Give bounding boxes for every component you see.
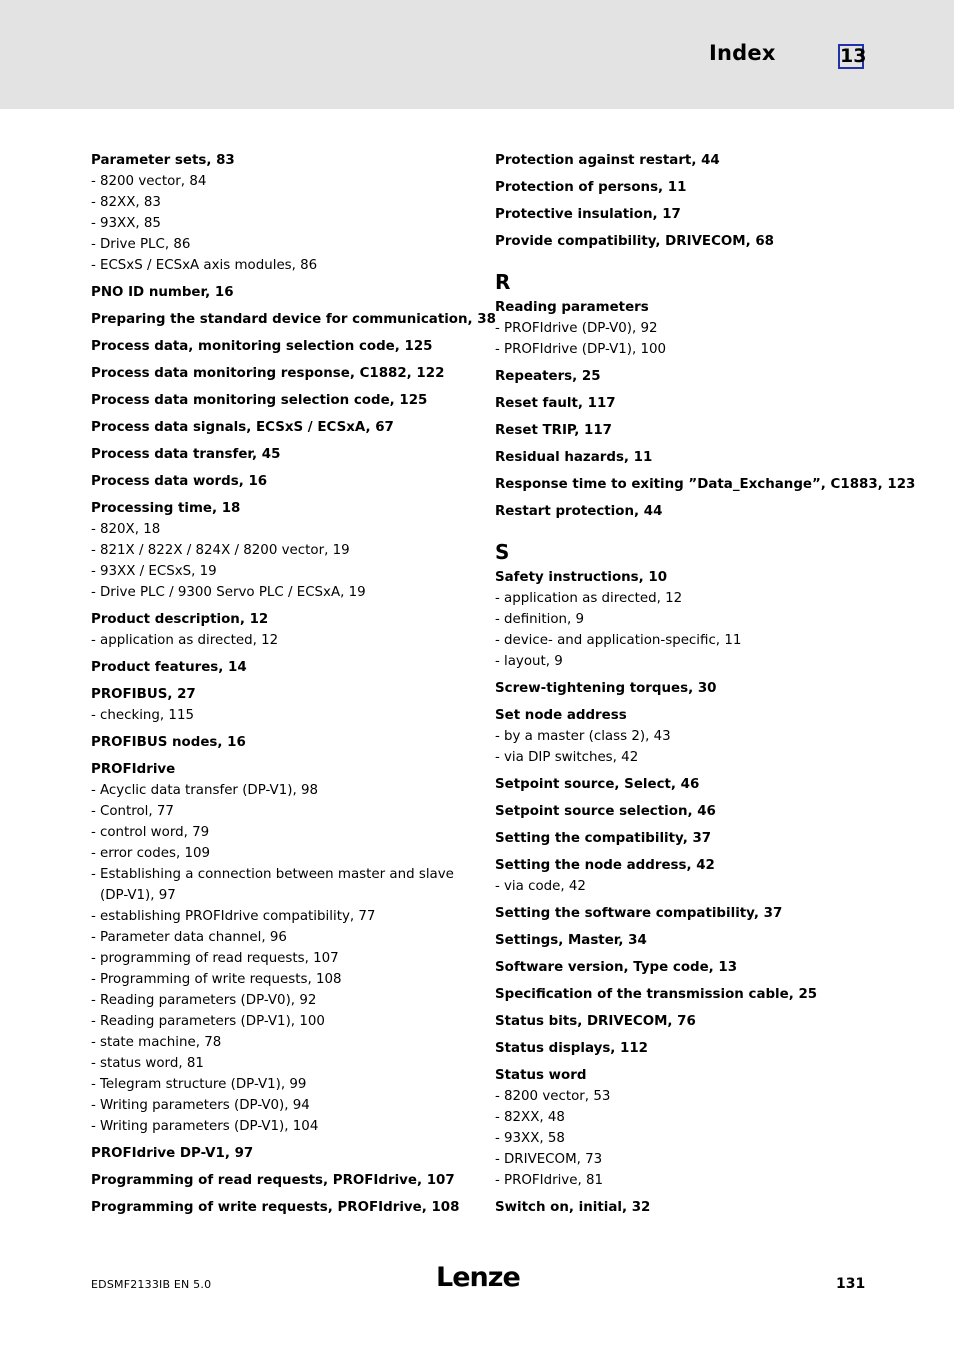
index-entry-heading[interactable]: Protection of persons, 11 (495, 180, 687, 195)
index-subentry[interactable]: - 82XX, 83 (91, 192, 471, 213)
index-entry (495, 1038, 865, 1059)
footer-document-id: EDSMF2133IB EN 5.0 (91, 1278, 212, 1291)
index-entry-heading[interactable]: Switch on, initial, 32 (495, 1200, 651, 1215)
index-entry (495, 957, 865, 978)
index-entry (495, 150, 865, 171)
index-entry (91, 336, 471, 357)
index-entry (495, 231, 865, 252)
index-entry-heading[interactable]: PROFIBUS nodes, 16 (91, 735, 246, 750)
index-entry (91, 363, 471, 384)
index-group-p-continued (495, 150, 865, 252)
index-entry (495, 855, 865, 897)
index-entry-heading[interactable]: PNO ID number, 16 (91, 285, 234, 300)
index-subentry[interactable]: - Drive PLC / 9300 Servo PLC / ECSxA, 19 (91, 582, 471, 603)
index-entry-heading[interactable]: Set node address (495, 708, 627, 723)
index-entry (495, 447, 865, 468)
index-entry (495, 1011, 865, 1032)
index-entry-heading[interactable]: Process data words, 16 (91, 474, 268, 489)
index-subentry[interactable]: - PROFIdrive (DP-V1), 100 (495, 339, 865, 360)
index-entry (91, 1143, 471, 1164)
index-entry (495, 177, 865, 198)
footer-page-number: 131 (836, 1276, 866, 1292)
index-entry (91, 732, 471, 753)
index-entry-heading[interactable]: Processing time, 18 (91, 501, 241, 516)
index-subentry[interactable]: - 93XX, 58 (495, 1128, 865, 1149)
index-subentry[interactable]: - 8200 vector, 53 (495, 1086, 865, 1107)
index-entry (495, 774, 865, 795)
index-subentry[interactable]: - 93XX / ECSxS, 19 (91, 561, 471, 582)
index-entry-heading[interactable]: Protection against restart, 44 (495, 153, 720, 168)
index-entry (91, 609, 471, 651)
index-entry-heading[interactable]: Protective insulation, 17 (495, 207, 681, 222)
index-subentry[interactable]: - definition, 9 (495, 609, 865, 630)
index-subentry[interactable]: - error codes, 109 (91, 843, 471, 864)
index-entry-heading[interactable]: Setpoint source selection, 46 (495, 804, 716, 819)
index-subentry[interactable]: - checking, 115 (91, 705, 471, 726)
index-subentry[interactable]: - application as directed, 12 (91, 630, 471, 651)
index-entry-heading[interactable]: Setting the software compatibility, 37 (495, 906, 783, 921)
index-entry (91, 417, 471, 438)
index-entry (495, 420, 865, 441)
index-subentry[interactable]: - Drive PLC, 86 (91, 234, 471, 255)
index-subentry[interactable]: - ECSxS / ECSxA axis modules, 86 (91, 255, 471, 276)
index-subentry[interactable]: - Reading parameters (DP-V1), 100 (91, 1011, 471, 1032)
index-entry-heading[interactable]: Status word (495, 1068, 587, 1083)
index-entry-heading[interactable]: Repeaters, 25 (495, 369, 601, 384)
index-entry-heading[interactable]: Process data monitoring response, C1882, 122 (91, 366, 445, 381)
index-entry-heading[interactable]: Specification of the transmission cable, 25 (495, 987, 818, 1002)
index-entry-heading[interactable]: Programming of write requests, PROFIdrive, 108 (91, 1200, 460, 1215)
index-entry (495, 705, 865, 768)
index-subentry[interactable]: - control word, 79 (91, 822, 471, 843)
index-entry (495, 297, 865, 360)
index-entry (91, 759, 471, 1137)
index-subentry[interactable]: - Writing parameters (DP-V0), 94 (91, 1095, 471, 1116)
index-entry (91, 282, 471, 303)
index-entry (91, 444, 471, 465)
index-subentry[interactable]: - Parameter data channel, 96 (91, 927, 471, 948)
index-entry-heading[interactable]: Process data signals, ECSxS / ECSxA, 67 (91, 420, 394, 435)
index-subentry[interactable]: - via code, 42 (495, 876, 865, 897)
index-entry (91, 471, 471, 492)
index-subentry[interactable]: - via DIP switches, 42 (495, 747, 865, 768)
index-entry-heading[interactable]: Setting the node address, 42 (495, 858, 715, 873)
index-subentry[interactable]: - state machine, 78 (91, 1032, 471, 1053)
index-entry (91, 684, 471, 726)
index-subentry[interactable]: - 8200 vector, 84 (91, 171, 471, 192)
index-entry (495, 1065, 865, 1191)
index-entry-heading[interactable]: Product description, 12 (91, 612, 269, 627)
index-entry-heading[interactable]: Settings, Master, 34 (495, 933, 647, 948)
section-letter-s: S (495, 540, 510, 564)
index-entry (91, 1170, 471, 1191)
index-group-s (495, 567, 865, 1218)
index-column-right (495, 150, 916, 1218)
index-entry (495, 678, 865, 699)
index-entry-heading[interactable]: PROFIdrive DP-V1, 97 (91, 1146, 254, 1161)
index-entry-heading[interactable]: Programming of read requests, PROFIdrive, 107 (91, 1173, 455, 1188)
index-entry-heading[interactable]: Preparing the standard device for communication, 38 (91, 312, 496, 327)
index-subentry[interactable]: - 82XX, 48 (495, 1107, 865, 1128)
index-column-left (91, 150, 496, 1218)
index-subentry[interactable]: - Acyclic data transfer (DP-V1), 98 (91, 780, 471, 801)
index-entry-heading[interactable]: PROFIBUS, 27 (91, 687, 196, 702)
index-entry-heading[interactable]: PROFIdrive (91, 762, 176, 777)
index-entry-heading[interactable]: Parameter sets, 83 (91, 153, 235, 168)
index-entry-heading[interactable]: Process data monitoring selection code, 125 (91, 393, 428, 408)
index-subentry[interactable]: - status word, 81 (91, 1053, 471, 1074)
index-subentry[interactable]: - Telegram structure (DP-V1), 99 (91, 1074, 471, 1095)
index-subentry[interactable]: - Writing parameters (DP-V1), 104 (91, 1116, 471, 1137)
lenze-logo: Lenze (436, 1262, 520, 1293)
index-entry-heading[interactable]: Screw-tightening torques, 30 (495, 681, 717, 696)
chapter-number-link[interactable]: 13 (840, 45, 867, 67)
page-header (0, 0, 954, 109)
index-subentry[interactable]: - Establishing a connection between master and slave (DP-V1), 97 (91, 864, 471, 906)
index-entry (495, 393, 865, 414)
index-subentry[interactable]: - layout, 9 (495, 651, 865, 672)
index-entry (495, 366, 865, 387)
index-entry (91, 657, 471, 678)
index-entry (91, 498, 471, 603)
section-letter-r: R (495, 270, 511, 294)
index-entry (495, 984, 865, 1005)
index-entry-heading[interactable]: Reading parameters (495, 300, 649, 315)
index-entry-heading[interactable]: Reset fault, 117 (495, 396, 616, 411)
header-title: Index (709, 41, 776, 65)
index-entry-heading[interactable]: Status displays, 112 (495, 1041, 648, 1056)
index-subentry[interactable]: - 821X / 822X / 824X / 8200 vector, 19 (91, 540, 471, 561)
index-entry (495, 828, 865, 849)
index-entry (495, 567, 865, 672)
index-entry (495, 801, 865, 822)
index-subentry[interactable]: - programming of read requests, 107 (91, 948, 471, 969)
index-entry-heading[interactable]: Software version, Type code, 13 (495, 960, 738, 975)
index-subentry[interactable]: - 820X, 18 (91, 519, 471, 540)
index-entry (91, 1197, 471, 1218)
index-subentry[interactable]: - DRIVECOM, 73 (495, 1149, 865, 1170)
index-entry (495, 930, 865, 951)
index-entry-heading[interactable]: Setpoint source, Select, 46 (495, 777, 700, 792)
index-entry-heading[interactable]: Status bits, DRIVECOM, 76 (495, 1014, 696, 1029)
index-entry (495, 1197, 865, 1218)
index-entry (91, 390, 471, 411)
index-subentry[interactable]: - Programming of write requests, 108 (91, 969, 471, 990)
index-entry-heading[interactable]: Restart protection, 44 (495, 504, 663, 519)
index-entry (91, 150, 471, 276)
index-entry (495, 474, 916, 495)
index-entry-heading[interactable]: Product features, 14 (91, 660, 247, 675)
index-subentry[interactable]: - by a master (class 2), 43 (495, 726, 865, 747)
index-subentry[interactable]: - device- and application-specific, 11 (495, 630, 865, 651)
index-entry (495, 903, 865, 924)
index-group-r (495, 297, 916, 522)
index-subentry[interactable]: - Reading parameters (DP-V0), 92 (91, 990, 471, 1011)
index-entry-heading[interactable]: Setting the compatibility, 37 (495, 831, 712, 846)
index-subentry[interactable]: - PROFIdrive, 81 (495, 1170, 865, 1191)
index-entry-heading[interactable]: Process data transfer, 45 (91, 447, 281, 462)
index-entry-heading[interactable]: Response time to exiting ”Data_Exchange”, C1883, 123 (495, 477, 916, 492)
index-entry-heading[interactable]: Residual hazards, 11 (495, 450, 653, 465)
index-subentry[interactable]: - application as directed, 12 (495, 588, 865, 609)
index-entry-heading[interactable]: Provide compatibility, DRIVECOM, 68 (495, 234, 774, 249)
index-subentry[interactable]: - PROFIdrive (DP-V0), 92 (495, 318, 865, 339)
index-entry (495, 204, 865, 225)
index-entry (91, 309, 496, 330)
index-entry-heading[interactable]: Process data, monitoring selection code, 125 (91, 339, 433, 354)
index-entry-heading[interactable]: Safety instructions, 10 (495, 570, 668, 585)
index-entry-heading[interactable]: Reset TRIP, 117 (495, 423, 612, 438)
index-subentry[interactable]: - 93XX, 85 (91, 213, 471, 234)
index-subentry[interactable]: - Control, 77 (91, 801, 471, 822)
index-entry (495, 501, 865, 522)
index-subentry[interactable]: - establishing PROFIdrive compatibility, 77 (91, 906, 471, 927)
